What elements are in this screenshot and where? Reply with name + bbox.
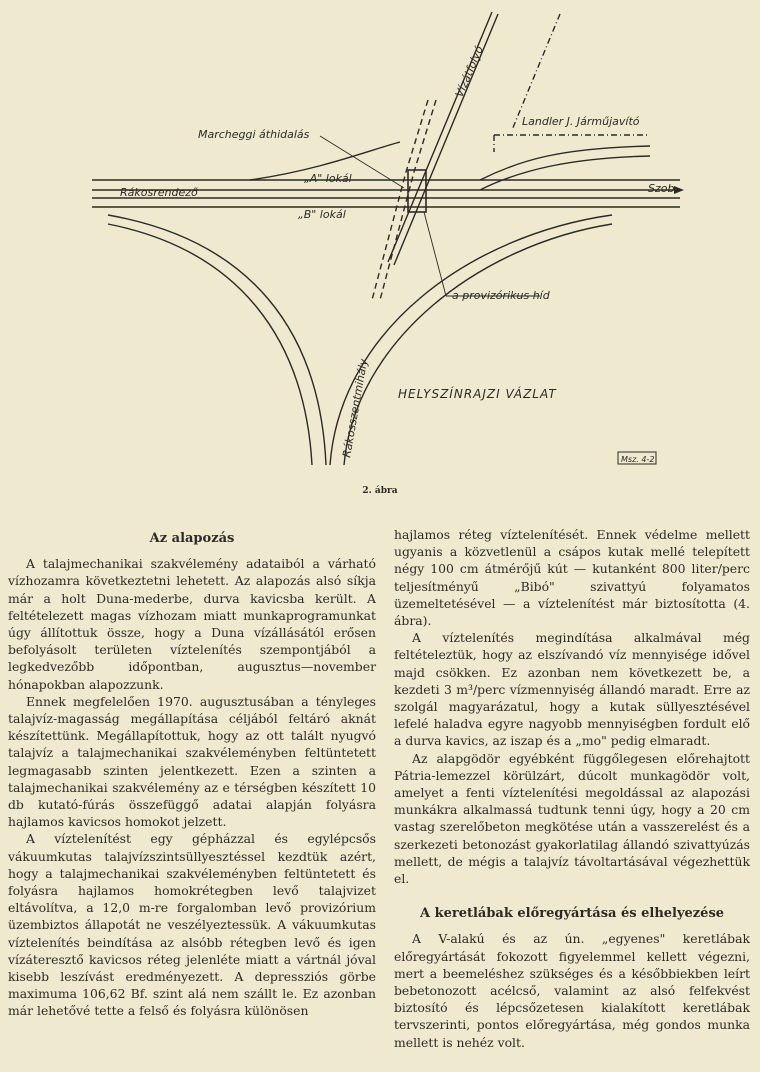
curve-lower-right-1: [330, 215, 612, 465]
leader-bridge: [424, 212, 446, 296]
curve-upper-right-2: [480, 156, 650, 190]
label-vizatfolyo: Vízátfolyó: [452, 44, 486, 100]
label-b-lokal: „B" lokál: [298, 208, 346, 221]
paragraph: A víztelenítést egy gépházzal és egylépcsős vákuumkutas talajvízszintsüllyesztéssel kezdtük azért, hogy a talajmechanikai szakvéleményben feltüntetett és folyásra hajlamos homokrétegben levő talajvizet eltávolítva, a 12,0 m-re forgalomban levő provizórium üzembiztos állapotát ne veszélyeztessük. A vákuumkutas víztelenítés beindítása az alsóbb rétegben levő és igen vízáteresztő kavicsos réteg jelenléte miatt a vártnál jóval kisebb leszívást eredményezett. A depressziós görbe maximuma 106,62 Bf. szint alá nem szállt le. Ez azonban már lehetővé tette a felső és folyásra különösen: [8, 831, 376, 1019]
paragraph: A víztelenítés megindítása alkalmával még feltételeztük, hogy az elszívandó víz mennyisége idővel majd csökken. Ez azonban nem következett be, a kezdeti 3 m³/perc vízmennyiség állandó maradt. Erre az szolgál magyarázatul, hogy a kutak süllyesztésével lefelé haladva egyre nagyobb mennyiségben fordult elő a durva kavics, az iszap és a „mo" pedig elmaradt.: [394, 630, 750, 749]
label-a-lokal: „A" lokál: [304, 172, 352, 185]
left-column: [8, 522, 376, 1020]
bridge-path-2: [372, 100, 428, 300]
curve-lower-left-2: [108, 224, 312, 465]
label-rakosszentmihaly: Rákosszentmihály: [340, 357, 371, 459]
paragraph: Az alapgödör egyébként függőlegesen előrehajtott Pátria-lemezzel körülzárt, dúcolt munkagödör volt, amelyet a fenti víztelenítési megoldással az alapozási munkákra alkalmassá tudtunk tenni úgy, hogy a 20 cm vastag szerelőbeton megkötése után a vasszerelést és a szerkezeti betonozást gyakorlatilag állandó szivattyúzás mellett, de mégis a talajvíz távoltartásával végezhettük el.: [394, 750, 750, 887]
label-rakosrendezo: Rákosrendező: [120, 186, 198, 199]
paragraph: A V-alakú és az ún. „egyenes" keretlábak előregyártását fokozott figyelemmel kellett végezni, mert a beemeléshez szükséges és a későbbiekben leírt bebetonozott acélcső, valamint az alsó felfekvést biztosító és lépcsőzetesen kialakított keretlábak tervszerinti, pontos előregyártása, még gondos munka mellett is nehéz volt.: [394, 931, 750, 1050]
section-heading-keretlabak: A keretlábak előregyártása és elhelyezése: [419, 906, 725, 922]
paragraph: Ennek megfelelően 1970. augusztusában a tényleges talajvíz-magasság megállapítása céljából feltáró aknát készítettünk. Megállapítottuk, hogy az ott talált nyugvó talajvíz a talajmechanikai szakvéleményben feltüntetett legmagasabb szinten jelentkezett. Ezen a szinten a talajmechanikai szakvélemény az e térségben készített 10 db kutató-fúrás összefüggő adatai alapján folyásra hajlamos kavicsos homokot jelzett.: [8, 693, 376, 830]
factory-boundary-diagonal: [512, 14, 560, 130]
site-plan-figure: [0, 0, 760, 480]
label-stamp: Msz. 4-2: [621, 455, 655, 464]
curve-lower-right-2: [344, 224, 612, 465]
label-marcheggi: Marcheggi áthidalás: [198, 128, 310, 141]
paragraph: A talajmechanikai szakvélemény adataiból a várható vízhozamra következtetni lehetett. Az alapozás alsó síkja már a holt Duna-mederbe, durva kavicsba került. A feltételezett magas vízhozam miatt munkaprogramunkat úgy állítottuk össze, hogy a Duna vízállásától erősen befolyásolt területen víztelenítés szempontjából a legkedvezőbb időpontban, augusztus—november hónapokban alapozzunk.: [8, 556, 376, 692]
right-column: [394, 526, 750, 1051]
label-provizorikus-hid: a provizórikus híd: [452, 289, 550, 302]
paragraph: hajlamos réteg víztelenítését. Ennek védelme mellett ugyanis a közvetlenül a csápos kutak mellé telepített négy 100 cm átmérőjű kút — kutanként 800 liter/perc teljesítményű „Bibó" szivattyú folyamatos üzemeltetésével — a víztelenítést már biztosította (4. ábra).: [394, 527, 750, 629]
section-heading-alapozas: Az alapozás: [149, 531, 235, 546]
curve-lower-left-1: [108, 215, 326, 465]
label-szob: Szob: [648, 182, 675, 195]
figure-caption: 2. ábra: [362, 486, 398, 496]
label-landler: Landler J. Járműjavító: [522, 115, 640, 128]
label-helyszinrajzi: HELYSZÍNRAJZI VÁZLAT: [398, 387, 557, 401]
szob-arrow: [674, 186, 684, 194]
